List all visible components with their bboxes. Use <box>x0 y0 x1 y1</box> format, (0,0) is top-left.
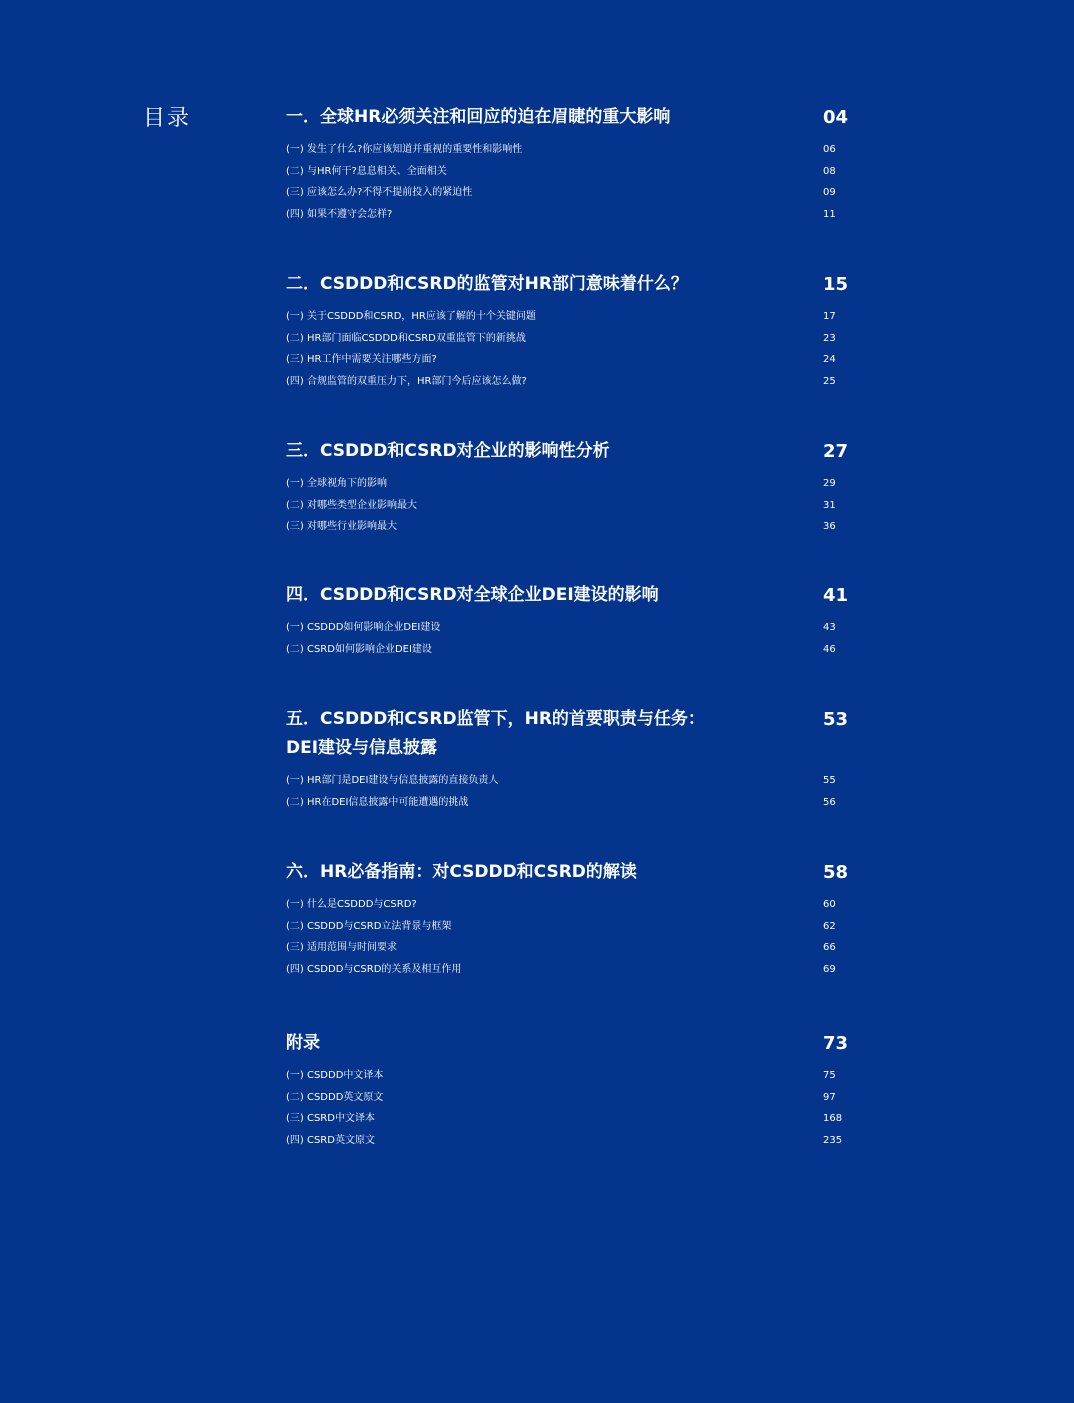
entry-page-number: 168 <box>823 1113 843 1124</box>
entry-title: (四) 如果不遵守会怎样? <box>286 208 393 220</box>
toc-entry[interactable] <box>286 306 856 328</box>
entry-title: (一) 什么是CSDDD与CSRD? <box>286 899 417 910</box>
section-entries <box>286 617 856 660</box>
toc-entry[interactable] <box>286 139 856 161</box>
entry-title: (二) 与HR何干?息息相关、全面相关 <box>286 165 447 177</box>
section-page-number[interactable]: 15 <box>823 274 849 295</box>
entry-title: (四) CSRD英文原文 <box>286 1134 375 1146</box>
entry-page-number: 56 <box>823 796 836 808</box>
toc-entry[interactable] <box>286 328 856 350</box>
toc-entry[interactable] <box>286 770 856 792</box>
entry-page-number: 46 <box>823 643 836 655</box>
entry-page-number: 25 <box>823 375 836 387</box>
entry-page-number: 75 <box>823 1070 836 1081</box>
section-page-number[interactable]: 73 <box>823 1033 849 1054</box>
entry-page-number: 66 <box>823 942 836 953</box>
entry-title: (二) CSDDD与CSRD立法背景与框架 <box>286 920 452 932</box>
entry-title: (三) CSRD中文译本 <box>286 1113 375 1124</box>
section-entries <box>286 473 856 538</box>
toc-entry[interactable] <box>286 1130 856 1152</box>
entry-page-number: 97 <box>823 1091 836 1103</box>
entry-page-number: 43 <box>823 622 836 633</box>
section-page-number[interactable]: 04 <box>823 107 849 128</box>
toc-entry[interactable] <box>286 937 856 959</box>
entry-page-number: 24 <box>823 354 836 365</box>
entry-page-number: 06 <box>823 144 836 155</box>
entry-page-number: 62 <box>823 920 836 932</box>
entry-page-number: 235 <box>823 1134 843 1146</box>
toc-entry[interactable] <box>286 161 856 183</box>
entry-page-number: 29 <box>823 478 836 489</box>
entry-title: (一) CSDDD如何影响企业DEI建设 <box>286 622 441 633</box>
toc-entry[interactable] <box>286 916 856 938</box>
entry-title: (二) HR部门面临CSDDD和CSRD双重监管下的新挑战 <box>286 332 526 344</box>
toc-entry[interactable] <box>286 182 856 204</box>
entry-page-number: 60 <box>823 899 836 910</box>
entry-title: (一) 关于CSDDD和CSRD，HR应该了解的十个关键问题 <box>286 311 536 322</box>
section-title[interactable]: 五．CSDDD和CSRD监管下，HR的首要职责与任务： DEI建设与信息披露 <box>286 709 705 758</box>
entry-page-number: 31 <box>823 499 836 511</box>
toc-entry[interactable] <box>286 1087 856 1109</box>
section-page-number[interactable]: 58 <box>823 862 849 883</box>
entry-page-number: 09 <box>823 187 836 198</box>
entry-title: (二) HR在DEI信息披露中可能遭遇的挑战 <box>286 796 469 808</box>
section-page-number[interactable]: 27 <box>823 441 849 462</box>
toc-entry[interactable] <box>286 204 856 226</box>
toc-heading: 目录 <box>143 106 192 131</box>
toc-entry[interactable] <box>286 349 856 371</box>
entry-page-number: 08 <box>823 165 836 177</box>
toc-entry[interactable] <box>286 371 856 393</box>
toc-entry[interactable] <box>286 639 856 661</box>
section-entries <box>286 1065 856 1151</box>
entry-page-number: 17 <box>823 311 836 322</box>
entry-title: (三) 应该怎么办?不得不提前投入的紧迫性 <box>286 187 473 198</box>
entry-title: (二) CSDDD英文原文 <box>286 1091 384 1103</box>
section-entries <box>286 770 856 813</box>
section-title[interactable]: 六．HR必备指南：对CSDDD和CSRD的解读 <box>286 862 637 882</box>
entry-title: (四) CSDDD与CSRD的关系及相互作用 <box>286 963 462 975</box>
entry-title: (四) 合规监管的双重压力下，HR部门今后应该怎么做? <box>286 375 527 387</box>
entry-title: (一) 发生了什么?你应该知道并重视的重要性和影响性 <box>286 144 523 155</box>
entry-title: (二) CSRD如何影响企业DEI建设 <box>286 643 432 655</box>
entry-page-number: 36 <box>823 521 836 532</box>
entry-title: (三) HR工作中需要关注哪些方面? <box>286 354 437 365</box>
section-entries <box>286 894 856 980</box>
entry-page-number: 55 <box>823 775 836 786</box>
entry-title: (三) 适用范围与时间要求 <box>286 942 397 953</box>
toc-entry[interactable] <box>286 1108 856 1130</box>
toc-entry[interactable] <box>286 473 856 495</box>
section-title[interactable]: 四．CSDDD和CSRD对全球企业DEI建设的影响 <box>286 585 659 605</box>
section-page-number[interactable]: 53 <box>823 709 849 730</box>
toc-entry[interactable] <box>286 516 856 538</box>
section-entries <box>286 139 856 225</box>
toc-entry[interactable] <box>286 495 856 517</box>
toc-entry[interactable] <box>286 617 856 639</box>
section-title[interactable]: 三．CSDDD和CSRD对企业的影响性分析 <box>286 441 610 461</box>
entry-title: (一) 全球视角下的影响 <box>286 478 387 489</box>
section-entries <box>286 306 856 392</box>
toc-entry[interactable] <box>286 894 856 916</box>
section-title[interactable]: 一．全球HR必须关注和回应的迫在眉睫的重大影响 <box>286 107 671 127</box>
section-title[interactable]: 二．CSDDD和CSRD的监管对HR部门意味着什么？ <box>286 274 688 294</box>
toc-entry[interactable] <box>286 959 856 981</box>
entry-page-number: 11 <box>823 208 836 220</box>
entry-title: (一) HR部门是DEI建设与信息披露的直接负责人 <box>286 775 499 786</box>
entry-title: (三) 对哪些行业影响最大 <box>286 521 397 532</box>
entry-page-number: 69 <box>823 963 836 975</box>
toc-entry[interactable] <box>286 792 856 814</box>
section-page-number[interactable]: 41 <box>823 585 849 606</box>
toc-entry[interactable] <box>286 1065 856 1087</box>
section-title[interactable]: 附录 <box>286 1033 320 1053</box>
entry-page-number: 23 <box>823 332 836 344</box>
entry-title: (一) CSDDD中文译本 <box>286 1070 384 1081</box>
entry-title: (二) 对哪些类型企业影响最大 <box>286 499 417 511</box>
